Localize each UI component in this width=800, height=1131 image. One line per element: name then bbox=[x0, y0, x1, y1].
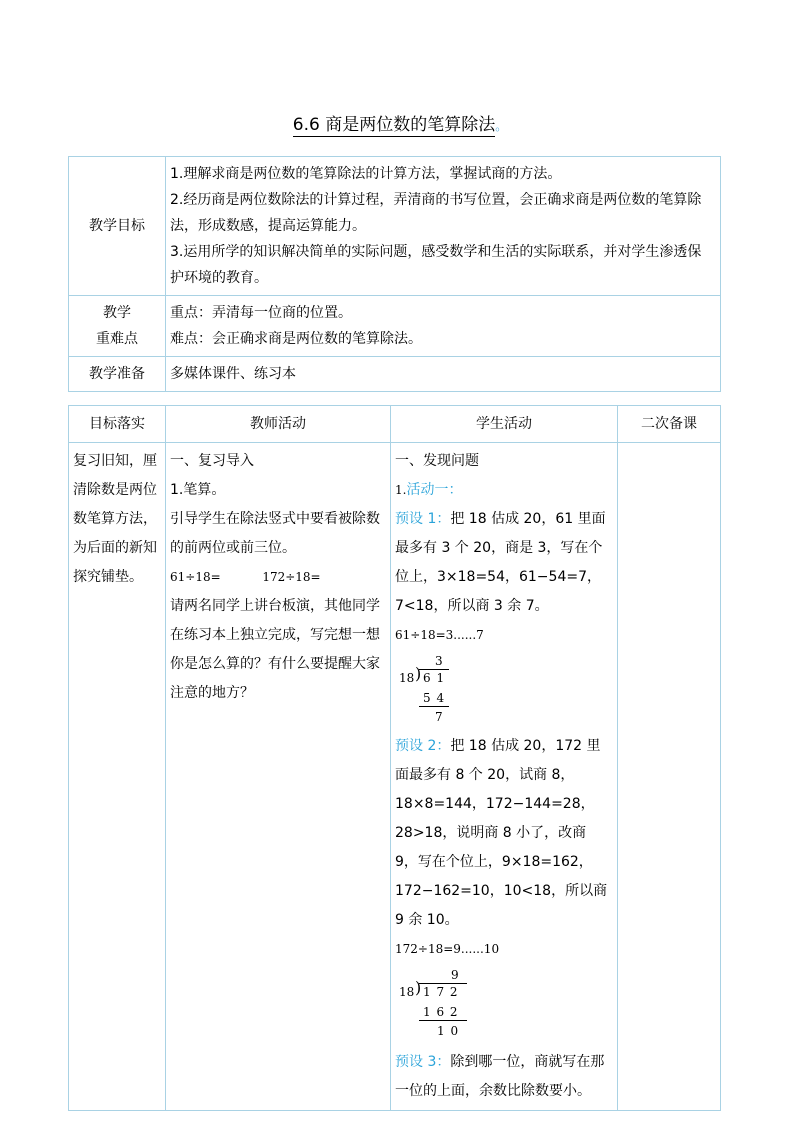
teacher-cell bbox=[166, 443, 391, 1111]
goal-cell: 复习旧知，厘清除数是两位数笔算方法，为后面的新知探究铺垫。 bbox=[69, 443, 166, 1111]
div2-bottom-bar bbox=[419, 1020, 467, 1021]
activities-header-row bbox=[69, 406, 721, 443]
teacher-section: 一、复习导入 bbox=[170, 453, 254, 469]
objective-3: 3.运用所学的知识解决简单的实际问题，感受数学和生活的实际联系，并对学生渗透保护环境的教育。 bbox=[170, 244, 702, 286]
objectives-label: 教学目标 bbox=[69, 157, 166, 296]
keypoint-text: 重点：弄清每一位商的位置。 bbox=[170, 305, 352, 321]
div2-dividend: 1 7 2 bbox=[423, 985, 459, 999]
activities-table bbox=[68, 405, 721, 1111]
preset-1-result: 61÷18=3......7 bbox=[395, 628, 484, 642]
keypoints-row bbox=[69, 296, 721, 357]
header-student: 学生活动 bbox=[391, 406, 618, 443]
preset-2 bbox=[395, 732, 613, 935]
div1-quotient: 3 bbox=[435, 654, 443, 668]
div1-dividend: 6 1 bbox=[423, 671, 446, 685]
preset-3 bbox=[395, 1048, 613, 1106]
preset-1 bbox=[395, 505, 613, 621]
teacher-equations bbox=[170, 563, 386, 592]
keypoints-cell bbox=[166, 296, 721, 357]
header-backup: 二次备课 bbox=[618, 406, 721, 443]
long-division-2 bbox=[395, 968, 475, 1044]
equation-1: 61÷18= bbox=[170, 570, 221, 584]
preset-2-result: 172÷18=9......10 bbox=[395, 942, 500, 956]
keypoints-label-line2: 重难点 bbox=[96, 331, 138, 347]
activity-number: 1. bbox=[395, 483, 407, 497]
div1-product: 5 4 bbox=[423, 691, 446, 705]
div1-bracket: ) bbox=[415, 664, 422, 683]
div2-top-bar bbox=[419, 983, 467, 984]
activity-label: 活动一： bbox=[406, 482, 463, 498]
div2-quotient: 9 bbox=[451, 968, 459, 982]
keypoints-label bbox=[69, 296, 166, 357]
div1-remainder: 7 bbox=[435, 710, 443, 724]
objectives-row bbox=[69, 157, 721, 296]
preset-1-label: 预设 1： bbox=[395, 511, 451, 527]
div2-remainder: 1 0 bbox=[437, 1024, 460, 1038]
backup-cell bbox=[618, 443, 721, 1111]
div2-divisor: 18 bbox=[399, 985, 415, 999]
preset-3-label: 预设 3： bbox=[395, 1054, 451, 1070]
activities-row bbox=[69, 443, 721, 1111]
prep-text: 多媒体课件、练习本 bbox=[166, 357, 721, 392]
div1-top-bar bbox=[419, 669, 449, 670]
long-division-1 bbox=[395, 654, 475, 728]
header-goal: 目标落实 bbox=[69, 406, 166, 443]
objective-1: 1.理解求商是两位数的笔算除法的计算方法，掌握试商的方法。 bbox=[170, 166, 562, 182]
student-section: 一、发现问题 bbox=[395, 453, 479, 469]
keypoints-label-line1: 教学 bbox=[103, 305, 131, 321]
equation-2: 172÷18= bbox=[262, 570, 321, 584]
student-cell bbox=[391, 443, 618, 1111]
objective-2: 2.经历商是两位数除法的计算过程，弄清商的书写位置，会正确求商是两位数的笔算除法，形成数感，提高运算能力。 bbox=[170, 192, 702, 234]
difficulty-text: 难点：会正确求商是两位数的笔算除法。 bbox=[170, 331, 422, 347]
objectives-cell bbox=[166, 157, 721, 296]
preset-1-text: 把 18 估成 20，61 里面最多有 3 个 20，商是 3，写在个位上，3×18=54，61−54=7，7<18，所以商 3 余 7。 bbox=[395, 511, 606, 614]
page-title bbox=[0, 110, 800, 135]
header-teacher: 教师活动 bbox=[166, 406, 391, 443]
lesson-plan-table bbox=[68, 156, 721, 392]
preset-2-label: 预设 2： bbox=[395, 738, 451, 754]
preset-3-text: 除到哪一位，商就写在那一位的上面，余数比除数要小。 bbox=[395, 1054, 605, 1099]
prep-label: 教学准备 bbox=[69, 357, 166, 392]
div1-bottom-bar bbox=[419, 706, 449, 707]
title-dot: 。 bbox=[495, 119, 508, 133]
div1-divisor: 18 bbox=[399, 671, 415, 685]
activity-heading bbox=[395, 476, 613, 505]
teacher-item: 1.笔算。 bbox=[170, 482, 226, 498]
prep-row bbox=[69, 357, 721, 392]
preset-2-text: 把 18 估成 20，172 里面最多有 8 个 20，试商 8，18×8=144，172−144=28，28>18，说明商 8 小了，改商 9，写在个位上，9×18=162，172−162=10，10<18，所以商 9 余 10。 bbox=[395, 738, 608, 928]
div2-product: 1 6 2 bbox=[423, 1005, 459, 1019]
div2-bracket: ) bbox=[415, 978, 422, 997]
teacher-guide: 引导学生在除法竖式中要看被除数的前两位或前三位。 bbox=[170, 511, 380, 556]
title-text: 6.6 商是两位数的笔算除法 bbox=[292, 115, 496, 135]
teacher-task: 请两名同学上讲台板演，其他同学在练习本上独立完成，写完想一想你是怎么算的？有什么要提醒大家注意的地方？ bbox=[170, 598, 380, 701]
